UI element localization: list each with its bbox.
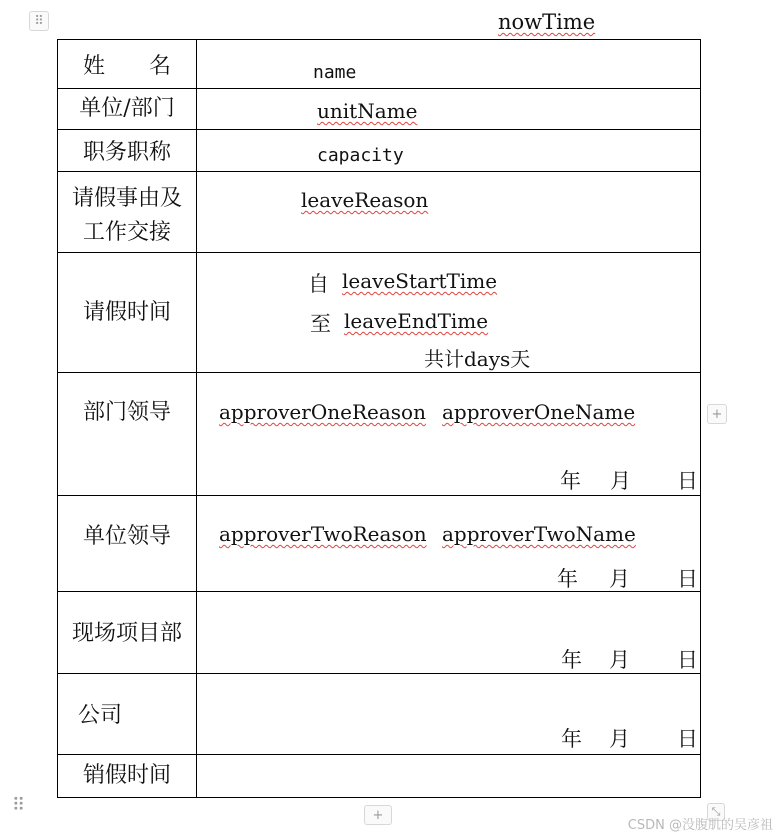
year-label: 年 [560,469,581,493]
leave-end-time-field[interactable]: leaveEndTime [344,309,489,333]
month-label: 月 [609,648,630,672]
approver-two-name-field[interactable]: approverTwoName [442,522,636,546]
reason-label-line1: 请假事由及 [71,186,182,211]
reason-label-line2: 工作交接 [82,220,171,245]
site-project-date [561,644,700,672]
position-label: 职务职称 [82,140,171,165]
day-label: 日 [677,648,698,672]
year-label: 年 [561,648,582,672]
approver-two-reason-field[interactable]: approverTwoReason [219,522,427,546]
resize-handle-icon[interactable]: ⤡ [707,803,725,821]
dept-leader-date [560,465,700,493]
day-label: 日 [677,567,698,591]
from-prefix: 自 [308,272,329,296]
year-label: 年 [561,727,582,751]
now-time-field: nowTime [498,10,596,34]
dept-leader-label: 部门领导 [82,400,171,425]
month-label: 月 [609,727,630,751]
leave-reason-field[interactable]: leaveReason [301,188,429,212]
cancel-time-label: 销假时间 [82,763,171,788]
site-project-label: 现场项目部 [71,621,182,646]
capacity-field[interactable]: capacity [317,145,404,166]
name-label: 姓 名 [82,54,171,79]
company-label: 公司 [78,703,123,728]
leave-start-time-field[interactable]: leaveStartTime [342,269,498,293]
name-field[interactable]: name [313,62,357,83]
month-label: 月 [609,567,630,591]
watermark: CSDN @没腹肌的吴彦祖 [627,818,773,833]
day-label: 日 [677,727,698,751]
day-label: 日 [677,469,698,493]
to-prefix: 至 [310,312,331,336]
unit-leader-date [557,563,700,591]
add-column-button[interactable]: + [707,404,727,424]
approver-one-name-field[interactable]: approverOneName [442,400,636,424]
total-days-text: 共计days天 [424,347,531,371]
approver-one-reason-field[interactable]: approverOneReason [219,400,426,424]
cancel-time-field[interactable] [220,764,690,792]
year-label: 年 [557,567,578,591]
drag-handle-icon[interactable]: ⠿ [29,11,49,31]
unit-name-field[interactable]: unitName [317,99,418,123]
add-row-button[interactable]: + [364,805,392,825]
month-label: 月 [610,469,631,493]
unit-label: 单位/部门 [79,96,175,121]
table-drag-icon[interactable]: ⠿ [12,795,26,816]
company-date [561,723,700,751]
leave-time-label: 请假时间 [82,300,171,325]
unit-leader-label: 单位领导 [82,524,171,549]
